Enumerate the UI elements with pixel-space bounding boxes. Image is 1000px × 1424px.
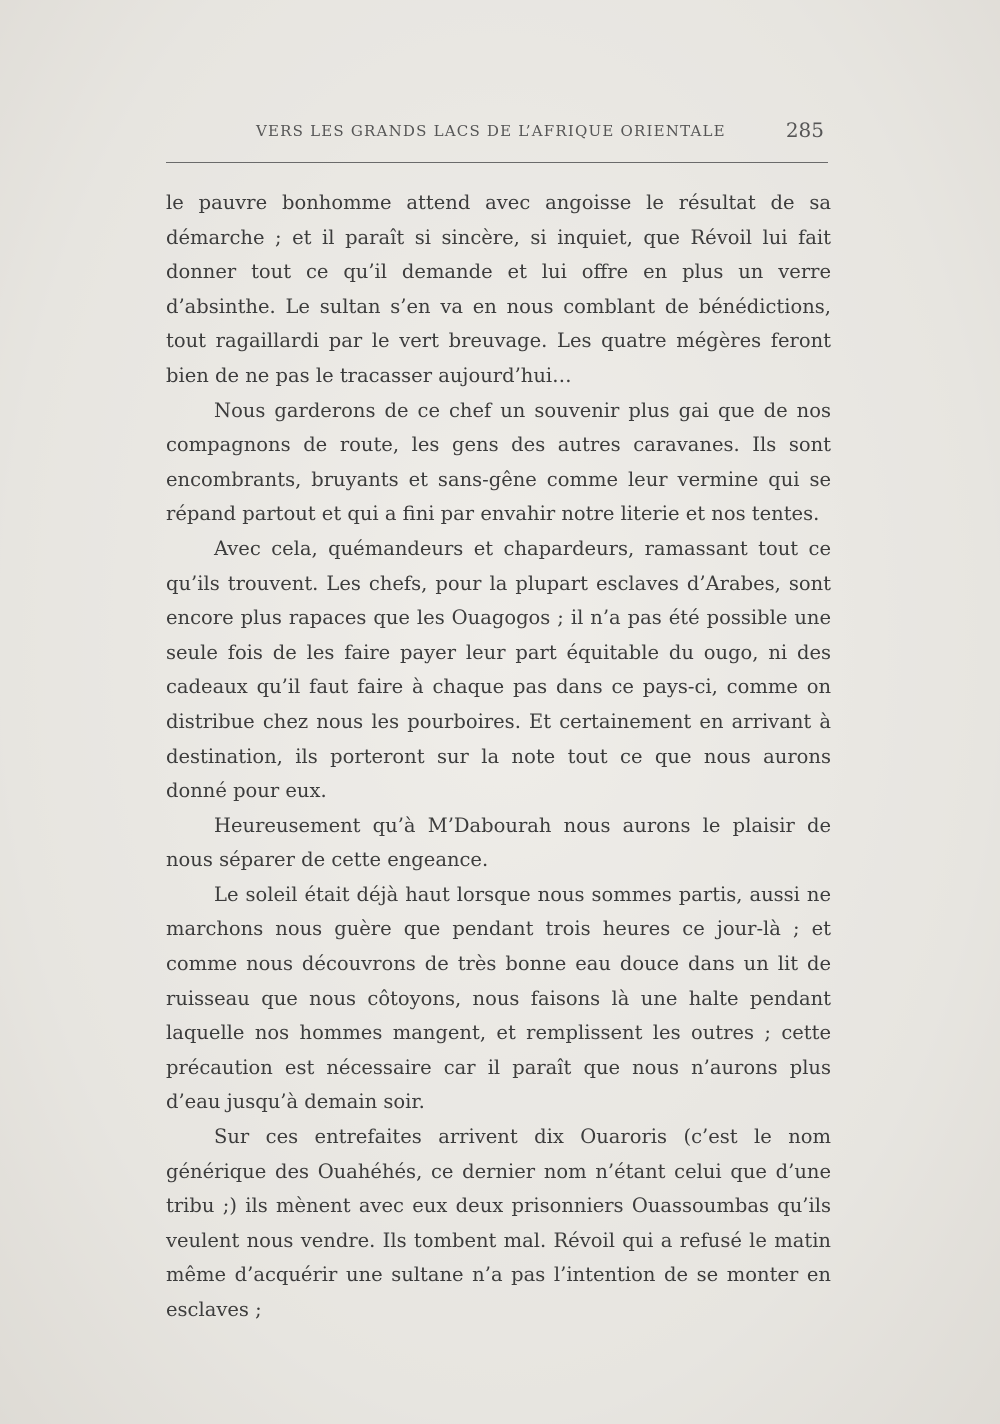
- running-head: [166, 118, 830, 148]
- paragraph-5: Le soleil était déjà haut lorsque nous sommes partis, aussi ne marchons nous guère que pendant trois heures ce jour-là ; et comme nous découvrons de très bonne eau douce dans un lit de ruisseau que nous côtoyons, nous faisons là une halte pendant laquelle nos hommes mangent, et remplissent les outres ; cette précaution est nécessaire car il paraît que nous n’aurons plus d’eau jusqu’à demain soir.: [166, 882, 831, 1114]
- paragraph-6: Sur ces entrefaites arrivent dix Ouaroris (c’est le nom générique des Ouahéhés, ce dernier nom n’étant celui que d’une tribu ;) ils mènent avec eux deux prisonniers Ouassoumbas qu’ils veulent nous vendre. Ils tombent mal. Révoil qui a refusé le matin même d’acquérir une sultane n’a pas l’intention de se monter en esclaves ;: [166, 1125, 831, 1321]
- paragraph-4: Heureusement qu’à M’Dabourah nous aurons le plaisir de nous séparer de cette engeance.: [166, 813, 831, 872]
- body-text: [166, 186, 831, 1328]
- page-number: 285: [785, 118, 824, 142]
- paragraph-1: le pauvre bonhomme attend avec angoisse le résultat de sa démarche ; et il paraît si sincère, si inquiet, que Révoil lui fait donner tout ce qu’il demande et lui offre en plus un verre d’absinthe. Le sultan s’en va en nous comblant de bénédictions, tout ragaillardi par le vert breuvage. Les quatre mégères feront bien de ne pas le tracasser aujourd’hui…: [166, 191, 831, 387]
- paragraph-2: Nous garderons de ce chef un souvenir plus gai que de nos compagnons de route, les gens des autres caravanes. Ils sont encombrants, bruyants et sans-gêne comme leur vermine qui se répand partout et qui a fini par envahir notre literie et nos tentes.: [166, 398, 831, 526]
- header-rule: [166, 162, 828, 163]
- paragraph-3: Avec cela, quémandeurs et chapardeurs, ramassant tout ce qu’ils trouvent. Les chefs, pour la plupart esclaves d’Arabes, sont encore plus rapaces que les Ouagogos ; il n’a pas été possible une seule fois de les faire payer leur part équitable du ougo, ni des cadeaux qu’il faut faire à chaque pas dans ce pays-ci, comme on distribue chez nous les pourboires. Et certainement en arrivant à destination, ils porteront sur la note tout ce que nous aurons donné pour eux.: [166, 536, 831, 803]
- running-title: VERS LES GRANDS LACS DE L’AFRIQUE ORIENTALE: [256, 122, 726, 140]
